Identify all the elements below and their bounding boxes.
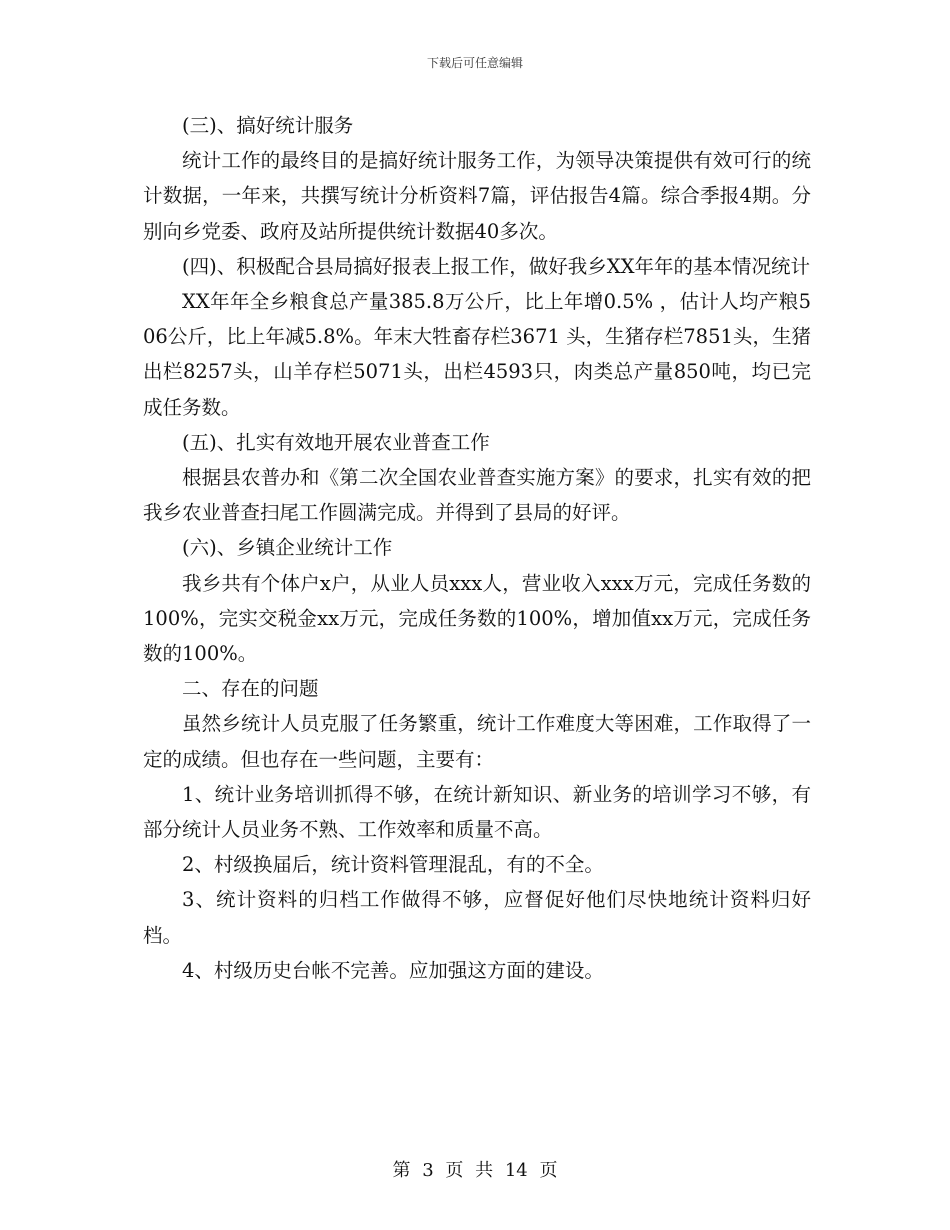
- list-item: 3、统计资料的归档工作做得不够，应督促好他们尽快地统计资料归好档。: [143, 888, 811, 947]
- paragraph: 统计工作的最终目的是搞好统计服务工作，为领导决策提供有效可行的统计数据，一年来，共撰写统计分析资料7篇，评估报告4篇。综合季报4期。分别向乡党委、政府及站所提供统计数据40多次。: [143, 149, 811, 243]
- section-heading-problems: 二、存在的问题: [182, 677, 319, 701]
- page-header: 下载后可任意编辑: [426, 56, 523, 70]
- list-item: 1、统计业务培训抓得不够，在统计新知识、新业务的培训学习不够，有部分统计人员业务不熟、工作效率和质量不高。: [143, 782, 811, 842]
- section-heading-5: (五)、扎实有效地开展农业普查工作: [182, 430, 490, 454]
- list-item: 2、村级换届后，统计资料管理混乱，有的不全。: [182, 853, 604, 877]
- paragraph: 虽然乡统计人员克服了任务繁重，统计工作难度大等困难，工作取得了一定的成绩。但也存在一些问题，主要有：: [143, 712, 811, 771]
- paragraph: 我乡共有个体户x户，从业人员xxx人，营业收入xxx万元，完成任务数的100%，完实交税金xx万元，完成任务数的100%，增加值xx万元，完成任务数的100%。: [143, 571, 811, 666]
- list-item: 4、村级历史台帐不完善。应加强这方面的建设。: [182, 958, 604, 982]
- section-heading-3: (三)、搞好统计服务: [182, 114, 354, 137]
- section-heading-6: (六)、乡镇企业统计工作: [182, 536, 393, 560]
- document-body: [143, 108, 811, 988]
- paragraph: 根据县农普办和《第二次全国农业普查实施方案》的要求，扎实有效的把我乡农业普查扫尾工作圆满完成。并得到了县局的好评。: [143, 466, 811, 525]
- paragraph: XX年年全乡粮食总产量385.8万公斤，比上年增0.5% ，估计人均产粮506公斤，比上年减5.8%。年末大牲畜存栏3671 头，生猪存栏7851头，生猪出栏8257头，山羊存栏5071头，出栏4593只，肉类总产量850吨，均已完成任务数。: [143, 290, 811, 419]
- section-heading-4: (四)、积极配合县局搞好报表上报工作，做好我乡XX年年的基本情况统计: [182, 254, 810, 278]
- page-number: 第 3 页 共 14 页: [392, 1160, 558, 1181]
